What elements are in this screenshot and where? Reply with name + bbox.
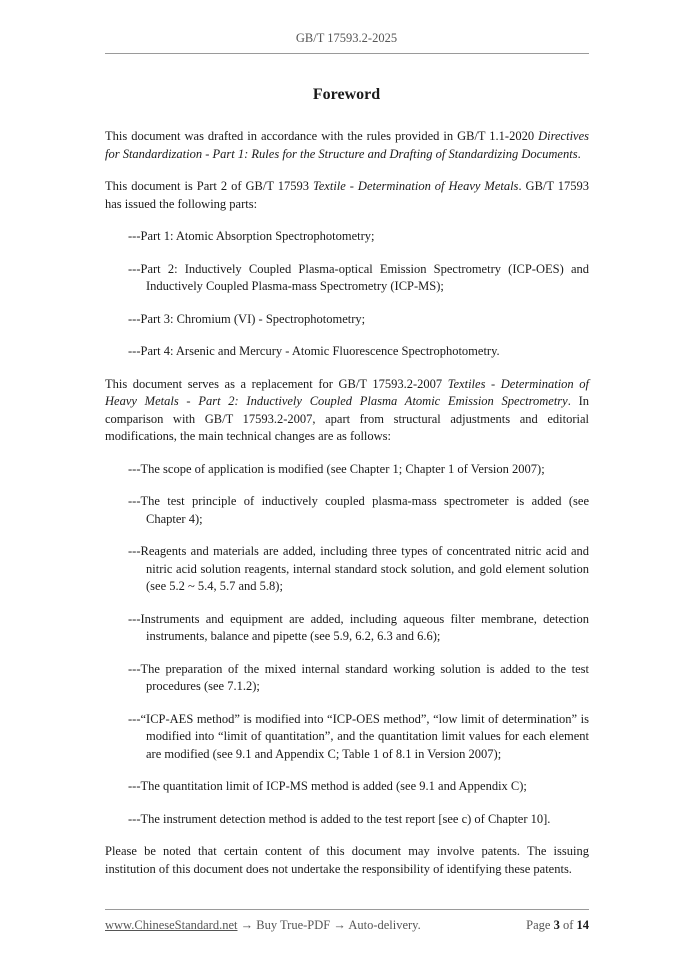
footer-links [105,918,421,933]
list-item-change: ---The preparation of the mixed internal standard working solution is added to the test procedures (see 7.1.2); [128,661,589,693]
text: . [577,146,581,161]
text: This document serves as a replacement for GB/T 17593.2-2007 [105,376,448,391]
list-item-part: ---Part 4: Arsenic and Mercury - Atomic Fluorescence Spectrophotometry. [128,344,500,358]
paragraph-patents: Please be noted that certain content of this document may involve patents. The issuing institution of this document does not undertake the responsibility of identifying these patents. [105,844,589,876]
page-indicator [526,918,589,933]
list-item-change: ---The test principle of inductively coupled plasma-mass spectrometer is added (see Chapter 4); [128,494,589,526]
list-item-change: ---The scope of application is modified (see Chapter 1; Chapter 1 of Version 2007); [128,461,545,476]
page-total: 14 [576,918,589,932]
list-item-change: ---The instrument detection method is added to the test report [see c) of Chapter 10]. [128,811,551,826]
page-number: 3 [553,918,560,932]
header-divider [105,53,589,54]
paragraph-drafting-rules [105,128,589,163]
list-item-part: ---Part 1: Atomic Absorption Spectrophotometry; [128,229,375,243]
cited-title: Textile - Determination of Heavy Metals [312,179,519,193]
running-header: GB/T 17593.2-2025 [295,31,398,45]
footer-divider [105,909,589,910]
list-item-change: ---The quantitation limit of ICP-MS method is added (see 9.1 and Appendix C); [128,779,527,793]
text: . GB/T 17593 has issued the following parts: [105,179,590,211]
paragraph-replacement [105,376,589,446]
list-item-part: ---Part 3: Chromium (VI) - Spectrophotometry; [128,311,366,326]
list-item-change: ---Reagents and materials are added, including three types of concentrated nitric acid and nitric acid solution reagents, internal standard stock solution, and gold element solution (see 5.2 ~ 5.4, 5.7 and 5.8); [128,544,589,593]
delivery-text: Auto-delivery. [348,918,421,932]
of-label: of [559,918,577,932]
arrow-icon: → [330,918,349,932]
text: This document was drafted in accordance with the rules provided in GB/T 1.1-2020 [105,129,539,143]
list-item-change: ---“ICP-AES method” is modified into “ICP-OES method”, “low limit of determination” is modified into “limit of quantitation”, and the quantitation limit values for each element are modified (see 9.1 and Appendix C; Table 1 of 8.1 in Version 2007); [128,711,589,761]
page-label: Page [526,918,554,932]
page-title: Foreword [312,86,381,103]
buy-pdf-link[interactable]: Buy True-PDF [256,918,331,932]
text: . In comparison with GB/T 17593.2-2007, apart from structural adjustments and editorial modifications, the main technical changes are as follows: [105,394,589,443]
paragraph-part-info [105,178,589,213]
cited-title: Directives for Standardization - Part 1: Rules for the Structure and Drafting of Standardizing Documents [105,129,589,161]
list-item-part: ---Part 2: Inductively Coupled Plasma-optical Emission Spectrometry (ICP-OES) and Inductively Coupled Plasma-mass Spectrometry (ICP-MS); [128,261,589,293]
foreword-body [105,128,589,893]
cited-title: Textiles - Determination of Heavy Metals - Part 2: Inductively Coupled Plasma Atomic Emission Spectrometry [105,376,589,408]
text: This document is Part 2 of GB/T 17593 [105,179,313,193]
site-link[interactable]: www.ChineseStandard.net [105,918,238,932]
arrow-icon: → [237,918,257,932]
list-item-change: ---Instruments and equipment are added, including aqueous filter membrane, detection instruments, balance and pipette (see 5.9, 6.2, 6.3 and 6.6); [128,611,589,643]
